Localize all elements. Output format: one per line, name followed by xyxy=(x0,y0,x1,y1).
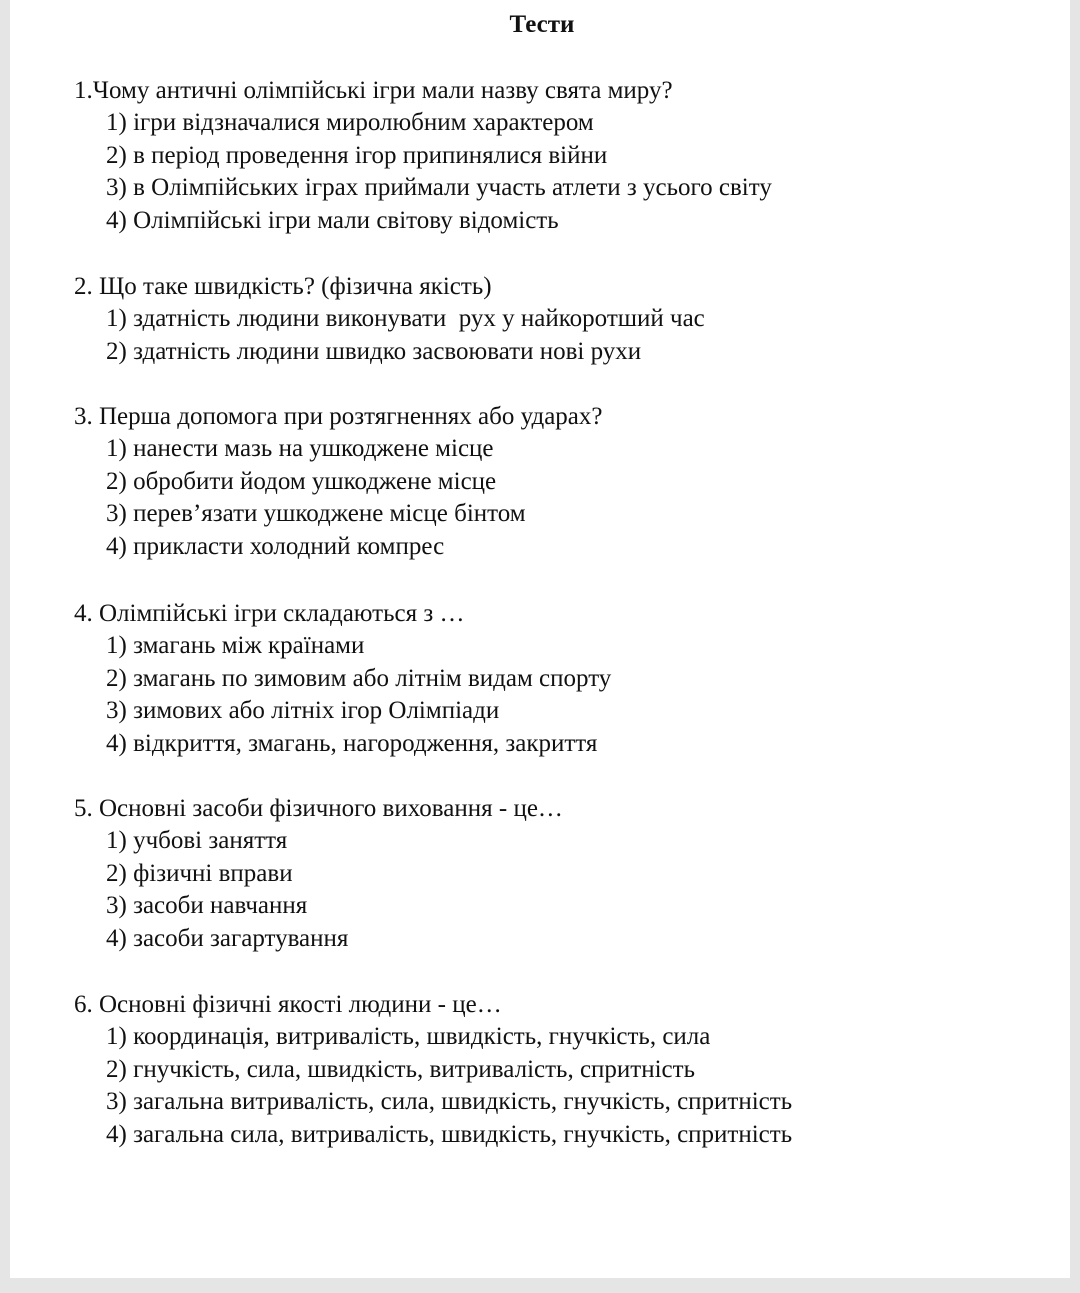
answer-option: 2) обробити йодом ушкоджене місце xyxy=(106,467,497,495)
answer-option: 3) засоби навчання xyxy=(106,892,308,919)
document-page xyxy=(10,0,1070,1278)
page-title: Тести xyxy=(509,11,575,38)
question-text: 6. Основні фізичні якості людини - це… xyxy=(74,991,502,1018)
question-text: 5. Основні засоби фізичного виховання - це… xyxy=(74,795,563,822)
answer-options xyxy=(74,107,1034,237)
answer-option: 2) змагань по зимовим або літнім видам спорту xyxy=(106,664,612,692)
question-text: 4. Олімпійські ігри складаються з … xyxy=(74,600,465,627)
question-text: 1.Чому античні олімпійські ігри мали назву свята миру? xyxy=(74,77,673,104)
answer-option: 2) здатність людини швидко засвоювати нові рухи xyxy=(106,337,642,365)
answer-option: 3) перев’язати ушкоджене місце бінтом xyxy=(106,500,526,527)
question-3 xyxy=(74,400,1034,563)
answer-options xyxy=(74,303,1034,368)
answer-option: 4) відкриття, змагань, нагородження, закриття xyxy=(106,729,598,757)
answer-option: 3) в Олімпійських іграх приймали участь атлети з усього світу xyxy=(106,174,772,201)
answer-option: 2) в період проведення ігор припинялися війни xyxy=(106,141,608,169)
question-text: 3. Перша допомога при розтягненнях або ударах? xyxy=(74,403,603,430)
answer-option: 3) загальна витривалість, сила, швидкість, гнучкість, спритність xyxy=(106,1088,793,1115)
answer-option: 1) змагань між країнами xyxy=(106,632,365,659)
question-5 xyxy=(74,792,1034,955)
answer-options xyxy=(74,433,1034,563)
answer-option: 1) координація, витривалість, швидкість, гнучкість, сила xyxy=(106,1023,711,1050)
question-2 xyxy=(74,270,1034,368)
question-6 xyxy=(74,988,1034,1151)
question-4 xyxy=(74,597,1034,760)
answer-option: 2) гнучкість, сила, швидкість, витривалість, спритність xyxy=(106,1055,695,1083)
answer-options xyxy=(74,1021,1034,1151)
answer-option: 1) нанести мазь на ушкоджене місце xyxy=(106,435,494,462)
answer-option: 3) зимових або літніх ігор Олімпіади xyxy=(106,697,500,724)
answer-options xyxy=(74,630,1034,760)
answer-options xyxy=(74,825,1034,955)
question-1 xyxy=(74,74,1034,237)
answer-option: 4) Олімпійські ігри мали світову відомість xyxy=(106,206,559,234)
answer-option: 4) загальна сила, витривалість, швидкість, гнучкість, спритність xyxy=(106,1120,793,1148)
answer-option: 4) прикласти холодний компрес xyxy=(106,532,445,560)
answer-option: 1) учбові заняття xyxy=(106,827,288,854)
answer-option: 2) фізичні вправи xyxy=(106,859,293,887)
answer-option: 1) здатність людини виконувати рух у найкоротший час xyxy=(106,305,705,332)
answer-option: 1) ігри відзначалися миролюбним характером xyxy=(106,109,594,136)
answer-option: 4) засоби загартування xyxy=(106,924,349,952)
question-text: 2. Що таке швидкість? (фізична якість) xyxy=(74,273,492,300)
